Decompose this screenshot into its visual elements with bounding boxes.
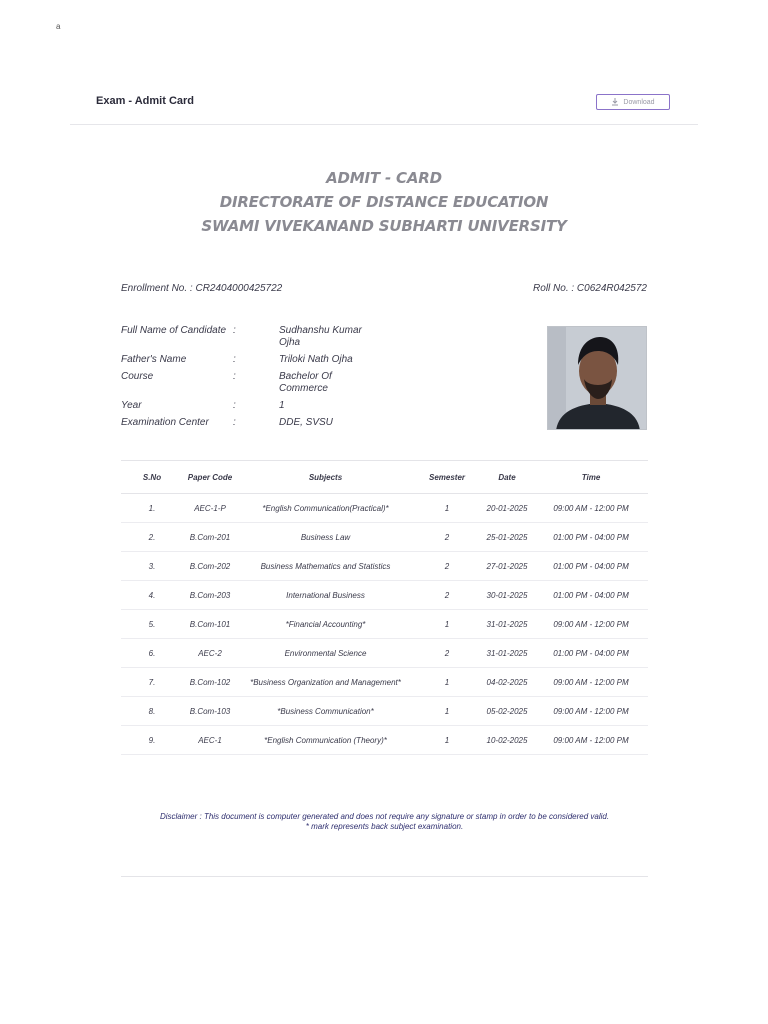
table-cell: 1 xyxy=(414,726,480,755)
disclaimer xyxy=(121,812,648,832)
table-cell: *Business Organization and Management* xyxy=(237,668,414,697)
table-cell: 05-02-2025 xyxy=(480,697,534,726)
detail-value: Sudhanshu Kumar Ojha xyxy=(279,325,362,348)
table-cell: B.Com-203 xyxy=(183,581,237,610)
enrollment-number: Enrollment No. : CR2404000425722 xyxy=(121,283,283,294)
table-row xyxy=(121,697,648,726)
table-cell: 1 xyxy=(414,697,480,726)
table-cell: 09:00 AM - 12:00 PM xyxy=(534,668,648,697)
detail-value: 1 xyxy=(279,400,285,411)
table-cell: 1 xyxy=(414,610,480,639)
roll-number: Roll No. : C0624R042572 xyxy=(533,283,647,294)
table-cell: AEC-2 xyxy=(183,639,237,668)
heading-line-3: SWAMI VIVEKANAND SUBHARTI UNIVERSITY xyxy=(201,217,567,235)
corner-mark: a xyxy=(56,22,61,31)
heading-line-2: DIRECTORATE OF DISTANCE EDUCATION xyxy=(219,193,549,211)
table-cell: 5. xyxy=(121,610,183,639)
table-cell: 2 xyxy=(414,552,480,581)
table-cell: 09:00 AM - 12:00 PM xyxy=(534,494,648,523)
table-cell: 1 xyxy=(414,668,480,697)
table-cell: 4. xyxy=(121,581,183,610)
table-cell: Environmental Science xyxy=(237,639,414,668)
candidate-details xyxy=(121,325,521,434)
detail-colon: : xyxy=(233,354,236,365)
detail-label: Full Name of Candidate xyxy=(121,325,227,336)
column-header: Time xyxy=(534,461,648,494)
table-cell: International Business xyxy=(237,581,414,610)
column-header: Semester xyxy=(414,461,480,494)
table-row xyxy=(121,668,648,697)
table-row xyxy=(121,552,648,581)
table-cell: *Financial Accounting* xyxy=(237,610,414,639)
table-cell: 3. xyxy=(121,552,183,581)
table-cell: 27-01-2025 xyxy=(480,552,534,581)
table-cell: B.Com-103 xyxy=(183,697,237,726)
table-cell: B.Com-102 xyxy=(183,668,237,697)
table-row xyxy=(121,581,648,610)
table-row xyxy=(121,523,648,552)
detail-row xyxy=(121,354,521,366)
detail-row xyxy=(121,417,521,429)
table-cell: 01:00 PM - 04:00 PM xyxy=(534,552,648,581)
column-header: S.No xyxy=(121,461,183,494)
table-cell: 6. xyxy=(121,639,183,668)
table-row xyxy=(121,639,648,668)
detail-value: DDE, SVSU xyxy=(279,417,333,428)
table-cell: 01:00 PM - 04:00 PM xyxy=(534,523,648,552)
table-cell: AEC-1 xyxy=(183,726,237,755)
table-cell: *English Communication (Theory)* xyxy=(237,726,414,755)
table-header-row xyxy=(121,461,648,494)
table-row xyxy=(121,726,648,755)
table-row xyxy=(121,610,648,639)
column-header: Subjects xyxy=(237,461,414,494)
table-cell: 30-01-2025 xyxy=(480,581,534,610)
table-cell: 09:00 AM - 12:00 PM xyxy=(534,726,648,755)
table-cell: 25-01-2025 xyxy=(480,523,534,552)
page-header-bar xyxy=(70,86,698,125)
table-cell: 2. xyxy=(121,523,183,552)
detail-colon: : xyxy=(233,417,236,428)
table-cell: 2 xyxy=(414,523,480,552)
table-cell: B.Com-202 xyxy=(183,552,237,581)
candidate-photo xyxy=(547,326,647,430)
table-cell: 7. xyxy=(121,668,183,697)
table-cell: 10-02-2025 xyxy=(480,726,534,755)
column-header: Date xyxy=(480,461,534,494)
table-cell: 09:00 AM - 12:00 PM xyxy=(534,697,648,726)
detail-row xyxy=(121,325,521,349)
exam-schedule-table xyxy=(121,460,648,755)
table-cell: 9. xyxy=(121,726,183,755)
detail-label: Course xyxy=(121,371,154,382)
detail-colon: : xyxy=(233,371,236,382)
table-row xyxy=(121,494,648,523)
back-subject-note: * mark represents back subject examination. xyxy=(305,822,464,831)
table-cell: 2 xyxy=(414,639,480,668)
table-cell: B.Com-201 xyxy=(183,523,237,552)
table-cell: AEC-1-P xyxy=(183,494,237,523)
detail-label: Father's Name xyxy=(121,354,187,365)
detail-colon: : xyxy=(233,325,236,336)
download-label: Download xyxy=(623,98,655,106)
table-cell: 8. xyxy=(121,697,183,726)
table-cell: *English Communication(Practical)* xyxy=(237,494,414,523)
heading-line-1: ADMIT - CARD xyxy=(326,169,442,187)
table-cell: 01:00 PM - 04:00 PM xyxy=(534,581,648,610)
table-cell: 09:00 AM - 12:00 PM xyxy=(534,610,648,639)
bottom-divider xyxy=(121,876,648,877)
table-cell: 1 xyxy=(414,494,480,523)
detail-colon: : xyxy=(233,400,236,411)
table-cell: 31-01-2025 xyxy=(480,610,534,639)
table-cell: 31-01-2025 xyxy=(480,639,534,668)
page-title: Exam - Admit Card xyxy=(96,95,195,107)
table-cell: *Business Communication* xyxy=(237,697,414,726)
detail-value: Bachelor Of Commerce xyxy=(279,371,332,394)
table-cell: Business Law xyxy=(237,523,414,552)
detail-row xyxy=(121,400,521,412)
disclaimer-text: Disclaimer : This document is computer generated and does not require any signature or stamp in order to be considered valid. xyxy=(159,812,610,821)
admit-card-heading xyxy=(0,166,768,238)
download-icon xyxy=(611,98,619,106)
table-cell: 20-01-2025 xyxy=(480,494,534,523)
table-cell: 01:00 PM - 04:00 PM xyxy=(534,639,648,668)
table-cell: 1. xyxy=(121,494,183,523)
table-cell: 2 xyxy=(414,581,480,610)
detail-value: Triloki Nath Ojha xyxy=(279,354,353,365)
table-cell: Business Mathematics and Statistics xyxy=(237,552,414,581)
download-button[interactable] xyxy=(596,94,670,110)
detail-label: Year xyxy=(121,400,142,411)
table-cell: 04-02-2025 xyxy=(480,668,534,697)
detail-row xyxy=(121,371,521,395)
table-cell: B.Com-101 xyxy=(183,610,237,639)
column-header: Paper Code xyxy=(183,461,237,494)
detail-label: Examination Center xyxy=(121,417,209,428)
